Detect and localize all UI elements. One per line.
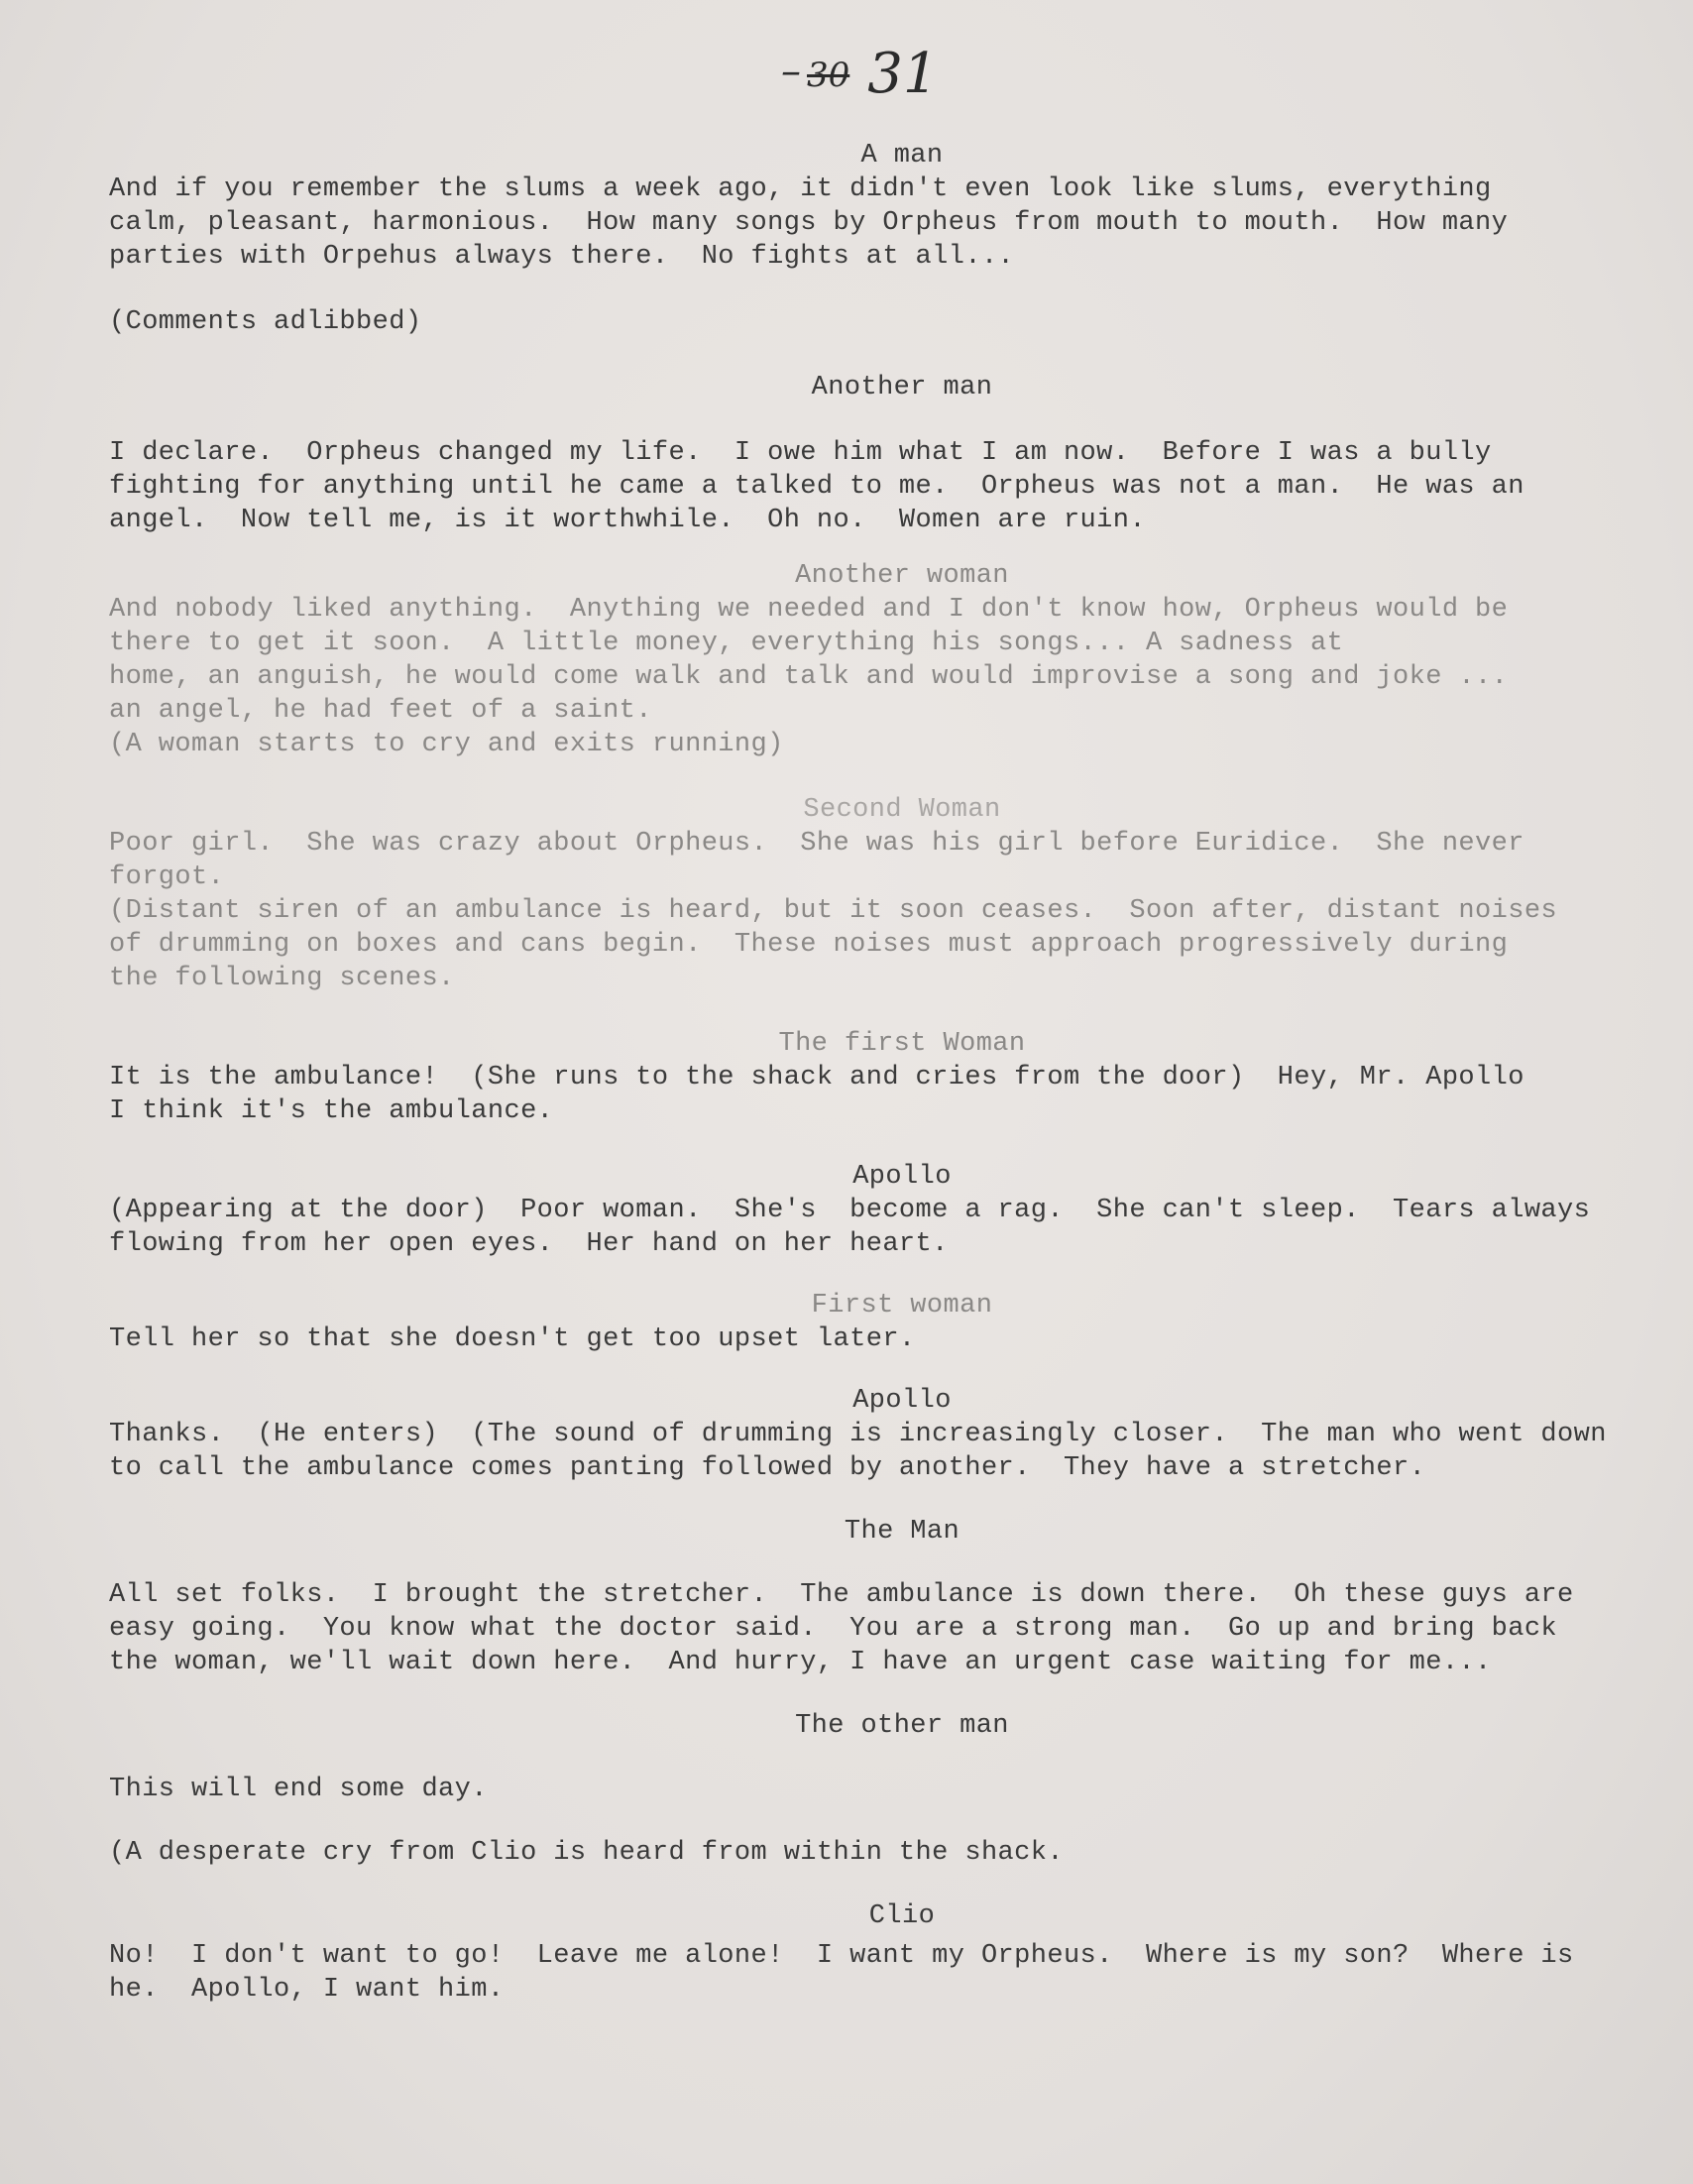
- speaker-heading: The other man: [795, 1711, 1009, 1741]
- speaker-heading: First woman: [811, 1291, 993, 1321]
- dialogue-paragraph: Tell her so that she doesn't get too upset later.: [109, 1324, 916, 1354]
- dialogue-paragraph: I declare. Orpheus changed my life. I owe him what I am now. Before I was a bully fighting for anything until he came a talked to me. Orpheus was not a man. He was an angel. Now tell me, is it worthwhile. Oh no. Women are ruin.: [109, 438, 1524, 535]
- dialogue-paragraph: No! I don't want to go! Leave me alone! I want my Orpheus. Where is my son? Where is he. Apollo, I want him.: [109, 1941, 1574, 2005]
- dialogue-paragraph: Thanks. (He enters) (The sound of drumming is increasingly closer. The man who went down to call the ambulance comes panting followed by another. They have a stretcher.: [109, 1420, 1607, 1483]
- struck-page-number: 30: [807, 56, 850, 95]
- speaker-heading: Second Woman: [803, 795, 1001, 825]
- speaker-heading: Clio: [868, 1901, 936, 1931]
- stage-direction: (Comments adlibbed): [109, 307, 422, 337]
- script-body: [109, 139, 1626, 2007]
- dialogue-paragraph: It is the ambulance! (She runs to the shack and cries from the door) Hey, Mr. Apollo I think it's the ambulance.: [109, 1063, 1524, 1126]
- handwritten-page-number: 31: [867, 42, 939, 106]
- stage-direction: (A desperate cry from Clio is heard from within the shack.: [109, 1838, 1064, 1868]
- dialogue-paragraph: All set folks. I brought the stretcher. The ambulance is down there. Oh these guys are easy going. You know what the doctor said. You are a strong man. Go up and bring back the woman, we'll wait down here. And hurry, I have an urgent case waiting for me...: [109, 1580, 1574, 1677]
- dialogue-paragraph: And if you remember the slums a week ago, it didn't even look like slums, everything calm, pleasant, harmonious. How many songs by Orpheus from mouth to mouth. How many parties with Orpehus always there. No fights at all...: [109, 174, 1509, 272]
- speaker-heading: Apollo: [852, 1162, 952, 1192]
- dialogue-paragraph: This will end some day.: [109, 1775, 488, 1804]
- dialogue-paragraph: (Appearing at the door) Poor woman. She's become a rag. She can't sleep. Tears always flowing from her open eyes. Her hand on her heart.: [109, 1196, 1591, 1259]
- page-number: [781, 42, 939, 106]
- speaker-heading: The Man: [844, 1517, 960, 1547]
- page-number-dash: –: [781, 49, 801, 94]
- speaker-heading: A man: [860, 141, 944, 171]
- speaker-heading: The first Woman: [778, 1029, 1026, 1059]
- speaker-heading: Apollo: [852, 1386, 952, 1416]
- dialogue-paragraph: And nobody liked anything. Anything we needed and I don't know how, Orpheus would be there to get it soon. A little money, everything his songs... A sadness at home, an anguish, he would come walk and talk and would improvise a song and joke ... an angel, he had feet of a saint. (A woman starts to cry and exits running): [109, 595, 1509, 759]
- speaker-heading: Another man: [811, 373, 993, 402]
- dialogue-paragraph: Poor girl. She was crazy about Orpheus. She was his girl before Euridice. She never forgot. (Distant siren of an ambulance is heard, but it soon ceases. Soon after, distant noises of drumming on boxes and cans begin. These noises must approach progressively during the following scenes.: [109, 829, 1558, 993]
- speaker-heading: Another woman: [795, 561, 1009, 591]
